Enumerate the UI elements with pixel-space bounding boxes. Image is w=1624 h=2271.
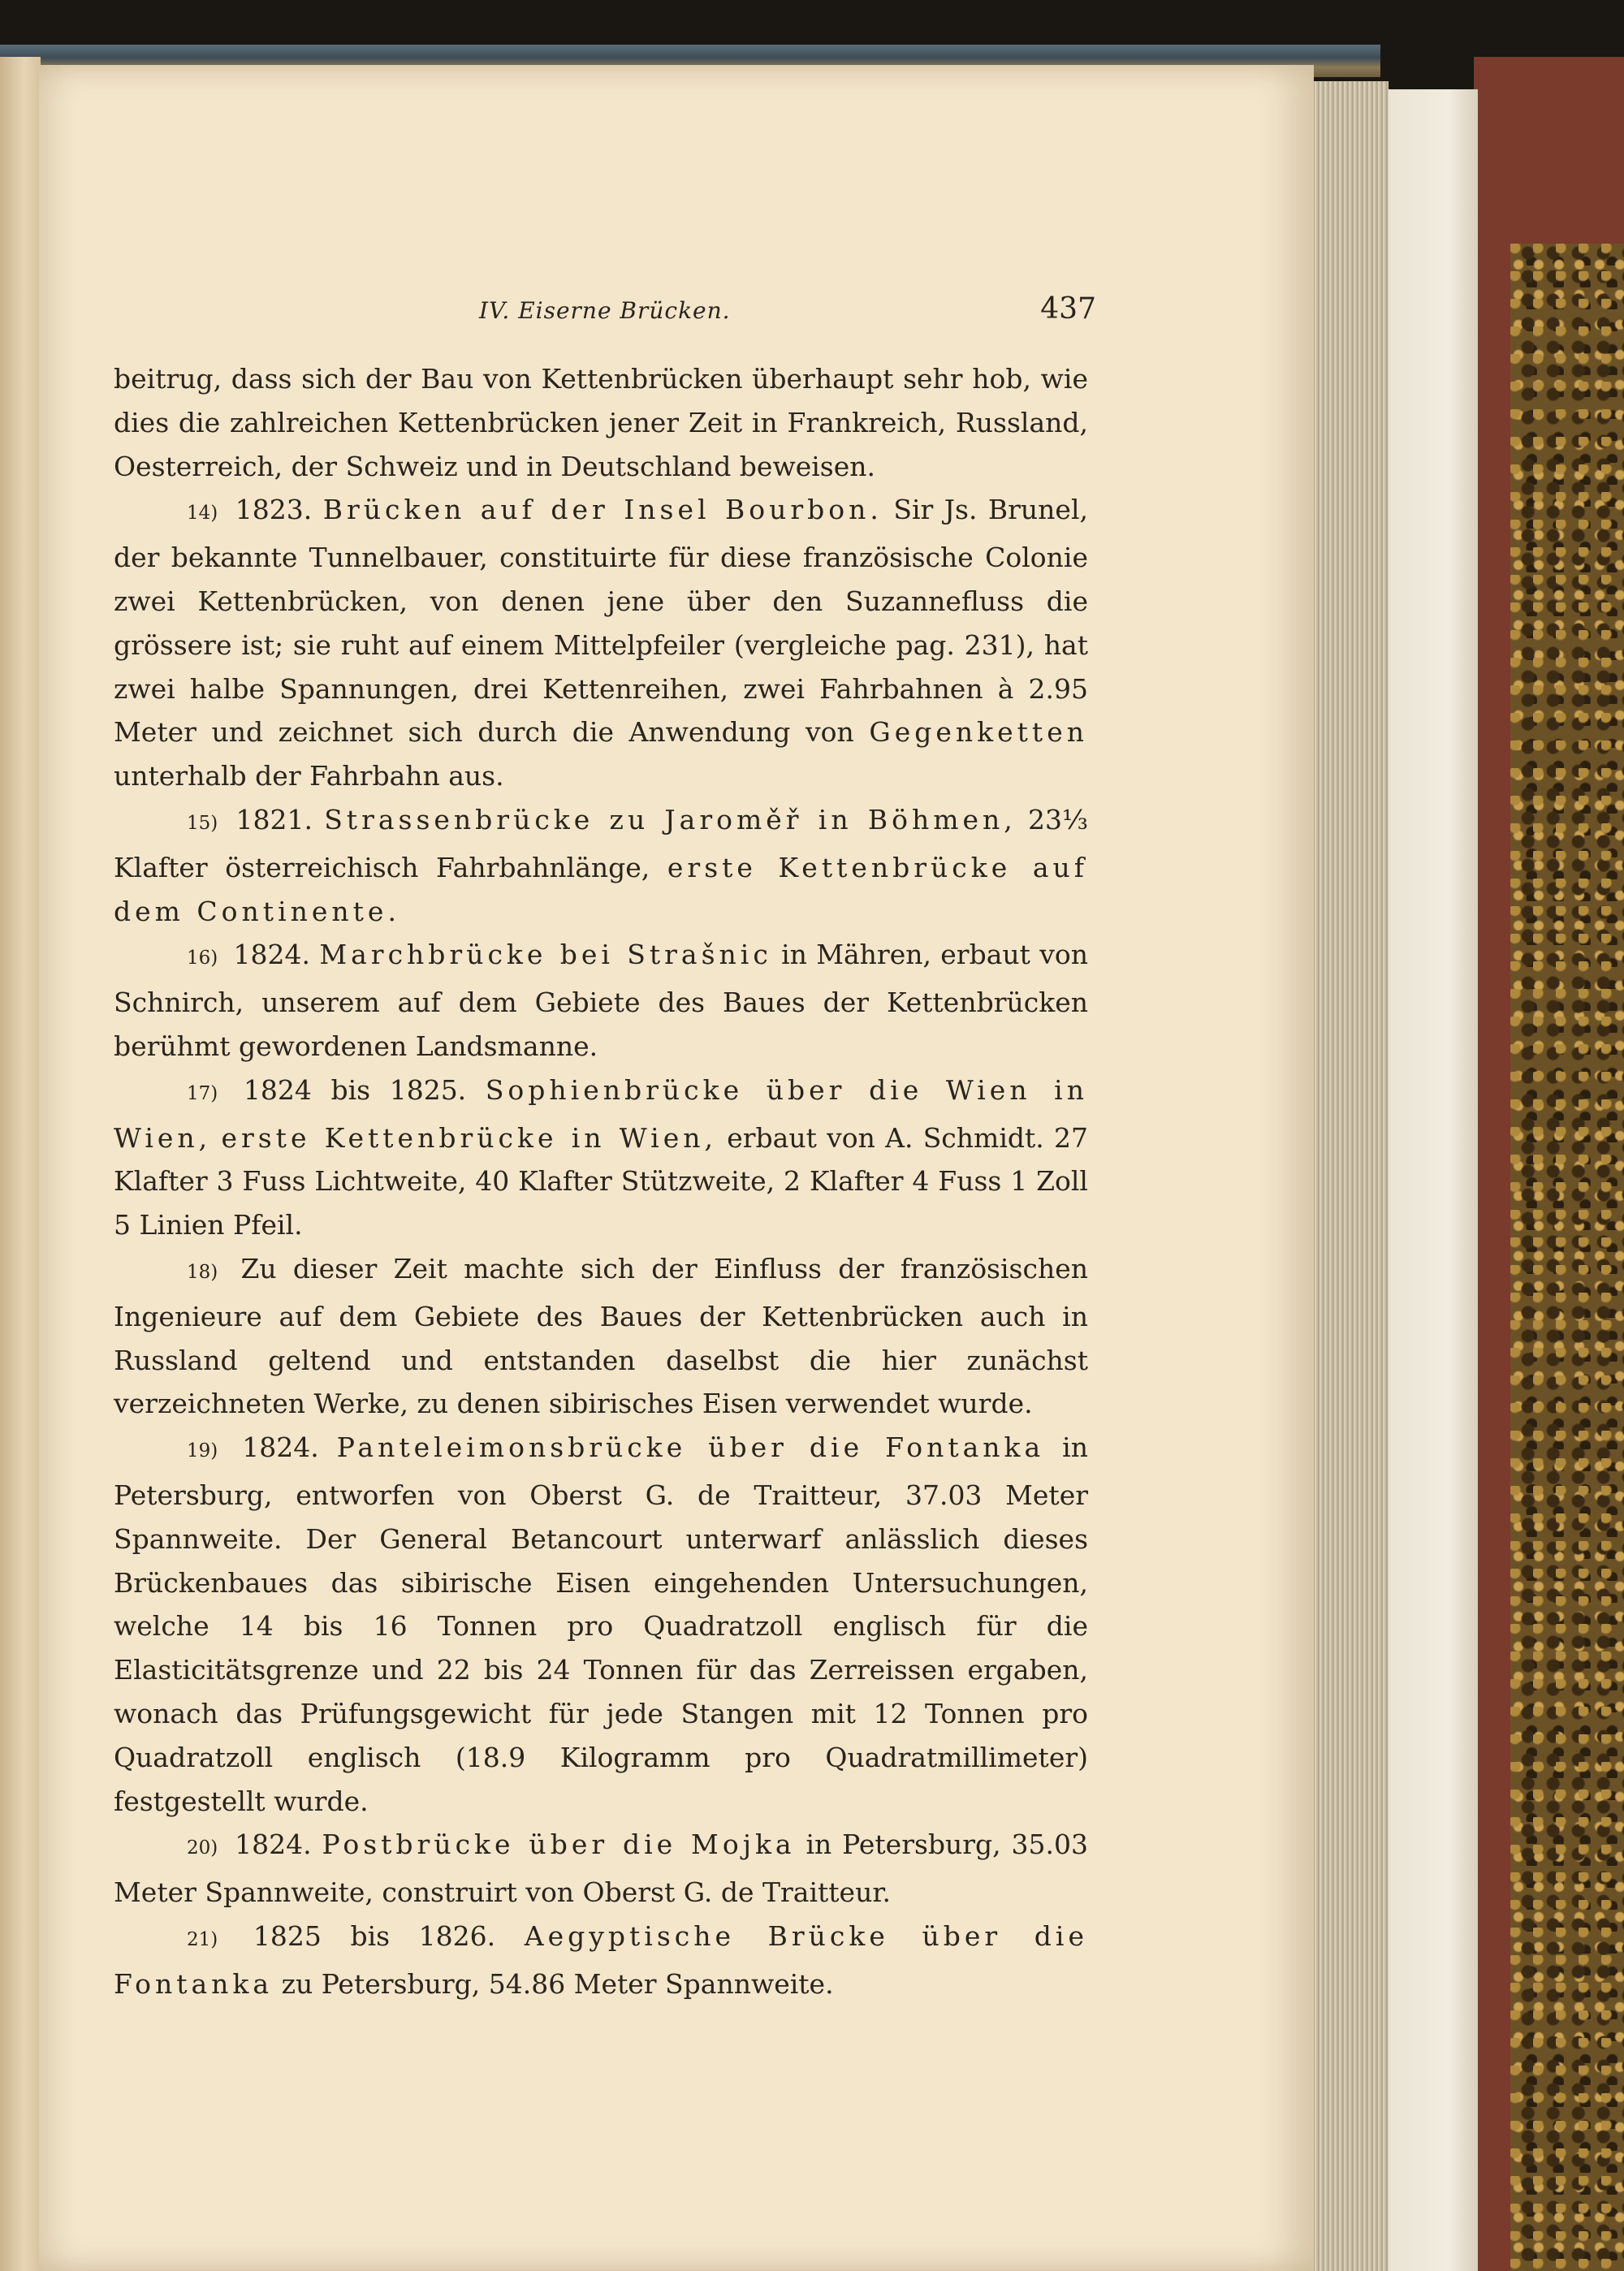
entry-year: 1824 bis 1825. bbox=[243, 1073, 467, 1106]
entry-number: 19) bbox=[187, 1440, 218, 1462]
entry-text: in Mähren, erbaut von Schnirch, unserem auf dem Gebiete des Baues der Kettenbrücken berühmt gewordenen Landsmanne. bbox=[114, 939, 1088, 1062]
entry-21 bbox=[114, 1915, 1088, 2006]
entry-emphasis: erste Kettenbrücke auf dem Continente. bbox=[114, 851, 1089, 927]
page-stack bbox=[1307, 81, 1389, 2271]
entry-year: 1825 bis 1826. bbox=[253, 1919, 496, 1952]
entry-16 bbox=[114, 933, 1088, 1068]
entry-year: 1824. bbox=[242, 1431, 319, 1464]
entry-18 bbox=[114, 1247, 1088, 1426]
entry-text: zu Petersburg, 54.86 Meter Spannweite. bbox=[281, 1967, 834, 2000]
entry-text: Zu dieser Zeit machte sich der Einfluss der französischen Ingenieure auf dem Gebiete des Baues der Kettenbrücken auch in Russland geltend und entstanden daselbst die hier zunächst verzeichneten Werke, zu denen sibirisches Eisen verwendet wurde. bbox=[114, 1252, 1088, 1420]
entry-text: in Petersburg, 35.03 Meter Spannweite, construirt von Oberst G. de Traitteur. bbox=[114, 1828, 1089, 1909]
marbled-cover-paper bbox=[1510, 244, 1624, 2271]
entry-number: 16) bbox=[187, 948, 218, 969]
entry-emphasis: erste Kettenbrücke in Wien, bbox=[221, 1121, 717, 1154]
entry-number: 20) bbox=[187, 1837, 218, 1859]
entry-number: 18) bbox=[187, 1261, 218, 1283]
page-block-edge bbox=[1380, 89, 1478, 2271]
entry-name: Aegyptische Brücke über die Fontanka bbox=[114, 1919, 1088, 2000]
entry-name: Marchbrücke bei Strašnic bbox=[319, 939, 772, 971]
entry-name: Sophienbrücke über die Wien in Wien, bbox=[114, 1073, 1088, 1154]
running-head bbox=[114, 292, 1096, 333]
entry-number: 15) bbox=[187, 812, 218, 834]
entry-year: 1824. bbox=[233, 939, 311, 971]
entry-year: 1821. bbox=[235, 803, 313, 835]
body-text bbox=[114, 357, 1088, 2005]
entry-name: Strassenbrücke zu Jaroměř in Böhmen, bbox=[324, 803, 1017, 835]
entry-text: 23⅓ Klafter österreichisch Fahrbahnlänge, bbox=[114, 803, 1088, 883]
entry-text-cont: unterhalb der Fahrbahn aus. bbox=[114, 760, 504, 792]
entry-year: 1824. bbox=[235, 1828, 312, 1861]
entry-name: Postbrücke über die Mojka bbox=[322, 1828, 796, 1861]
entry-name: Panteleimonsbrücke über die Fontanka bbox=[336, 1431, 1045, 1464]
entry-emphasis: Gegenketten bbox=[869, 716, 1088, 749]
intro-paragraph: beitrug, dass sich der Bau von Kettenbrücken überhaupt sehr hob, wie dies die zahlreichen Kettenbrücken jener Zeit in Frankreich, Russland, Oesterreich, der Schweiz und in Deutschland beweisen. bbox=[114, 363, 1088, 482]
entry-14 bbox=[114, 488, 1088, 798]
entry-text: in Petersburg, entworfen von Oberst G. de Traitteur, 37.03 Meter Spannweite. Der General Betancourt unterwarf anlässlich dieses Brückenbaues das sibirische Eisen eingehenden Untersuchungen, welche 14 bis 16 Tonnen pro Quadratzoll englisch für die Elasticitätsgrenze und 22 bis 24 Tonnen für das Zerreissen ergaben, wonach das Prüfungsgewicht für jede Stangen mit 12 Tonnen pro Quadratzoll englisch (18.9 Kilogramm pro Quadratmillimeter) festgestellt wurde. bbox=[114, 1431, 1088, 1817]
entry-number: 14) bbox=[187, 503, 218, 525]
page-number: 437 bbox=[1040, 292, 1096, 326]
entry-year: 1823. bbox=[235, 494, 313, 526]
entry-17 bbox=[114, 1069, 1088, 1247]
entry-text-cont: erbaut von A. Schmidt. 27 Klafter 3 Fuss Lichtweite, 40 Klafter Stützweite, 2 Klafter 4 Fuss 1 Zoll 5 Linien Pfeil. bbox=[114, 1121, 1089, 1241]
entry-20 bbox=[114, 1823, 1088, 1915]
entry-number: 21) bbox=[187, 1928, 218, 1950]
entry-19 bbox=[114, 1426, 1088, 1823]
entry-text: Sir Js. Brunel, der bekannte Tunnelbauer, constituirte für diese französische Colonie zwei Kettenbrücken, von denen jene über den Suzannefluss die grössere ist; sie ruht auf einem Mittelpfeiler (vergleiche pag. 231), hat zwei halbe Spannungen, drei Kettenreihen, zwei Fahrbahnen à 2.95 Meter und zeichnet sich durch die Anwendung von bbox=[114, 494, 1089, 749]
entry-15 bbox=[114, 798, 1088, 933]
entry-number: 17) bbox=[187, 1082, 218, 1104]
entry-name: Brücken auf der Insel Bourbon. bbox=[322, 494, 883, 526]
left-page-edge bbox=[0, 57, 41, 2271]
running-title: IV. Eiserne Brücken. bbox=[479, 297, 731, 324]
